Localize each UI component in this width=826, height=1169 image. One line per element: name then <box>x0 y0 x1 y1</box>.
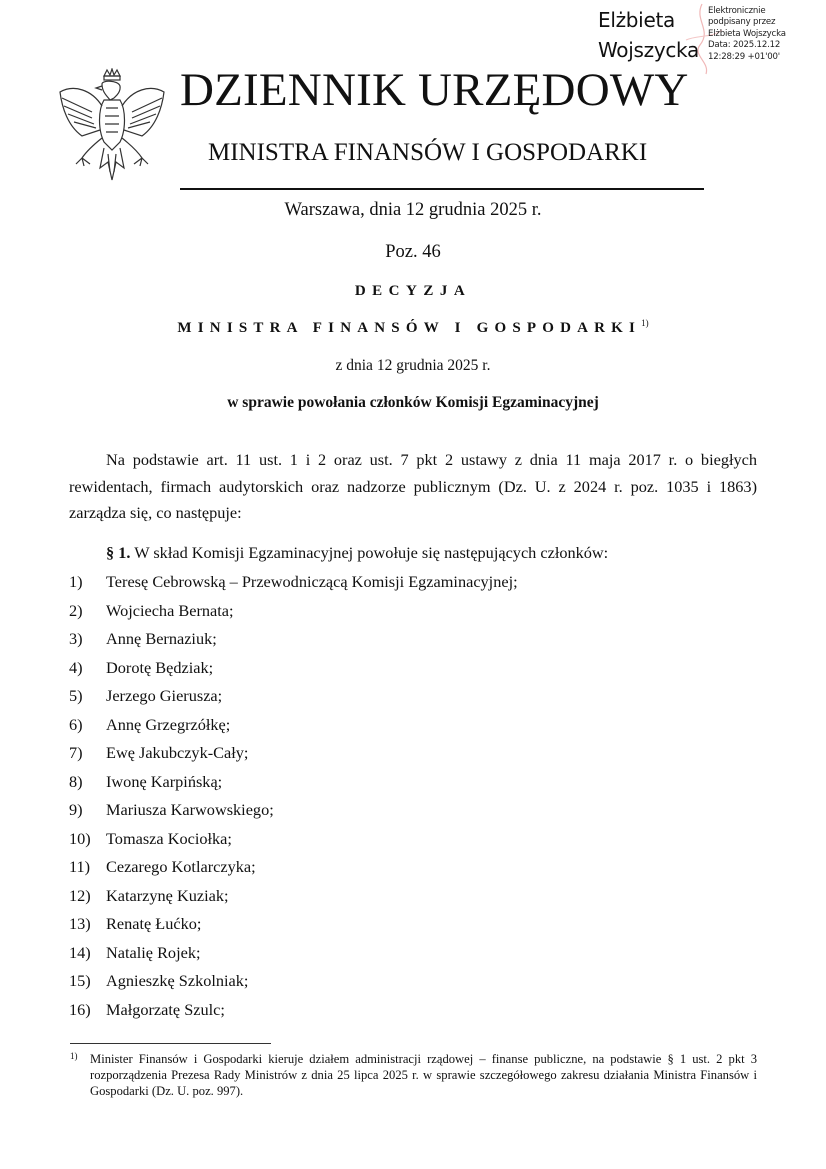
list-item-text: Katarzynę Kuziak; <box>106 885 229 905</box>
list-item-number: 15) <box>69 971 91 990</box>
journal-title: DZIENNIK URZĘDOWY <box>180 64 689 116</box>
list-item-number: 1) <box>69 572 83 591</box>
signature-name-last: Wojszycka <box>598 38 699 62</box>
footnote-divider <box>70 1043 271 1044</box>
footnote-text: Minister Finansów i Gospodarki kieruje działem administracji rządowej – finanse publiczne, na podstawie § 1 ust. 2 pkt 3 rozporządzenia Prezesa Rady Ministrów z dnia 25 lipca 2025 r. w sprawie szczegółowego zakresu działania Ministra Finansów i Gospodarki (Dz. U. poz. 997). <box>90 1052 757 1098</box>
list-item-text: Iwonę Karpińską; <box>106 771 223 791</box>
document-date: z dnia 12 grudnia 2025 r. <box>335 357 491 374</box>
document-issuer <box>0 318 826 337</box>
list-item-number: 3) <box>69 629 83 648</box>
list-item-text: Renatę Łućko; <box>106 914 202 933</box>
section-label: § 1. <box>106 543 131 562</box>
document-type: DECYZJA <box>354 283 472 299</box>
footnote-reference[interactable]: 1) <box>641 318 649 328</box>
footnote-mark: 1) <box>70 1051 78 1061</box>
section-1 <box>106 543 608 563</box>
list-item-text: Natalię Rojek; <box>106 942 201 962</box>
list-item-number: 13) <box>69 914 91 933</box>
list-item-text: Annę Grzegrzółkę; <box>106 714 231 734</box>
list-item-number: 5) <box>69 686 83 705</box>
document-subject: w sprawie powołania członków Komisji Egzaminacyjnej <box>227 394 599 411</box>
signature-info-line: 12:28:29 +01'00' <box>708 51 780 62</box>
list-item-text: Cezarego Kotlarczyka; <box>106 857 256 876</box>
signature-info-line: podpisany przez <box>708 17 776 28</box>
list-item-text: Annę Bernaziuk; <box>106 629 217 648</box>
list-item-number: 9) <box>69 800 83 819</box>
list-item-text: Teresę Cebrowską – Przewodniczącą Komisji Egzaminacyjnej; <box>106 572 518 591</box>
signature-info-line: Elżbieta Wojszycka <box>708 28 786 39</box>
list-item-number: 8) <box>69 771 83 791</box>
list-item-text: Mariusza Karwowskiego; <box>106 800 274 819</box>
list-item-number: 11) <box>69 857 91 876</box>
preamble-text: Na podstawie art. 11 ust. 1 i 2 oraz ust. 7 pkt 2 ustawy z dnia 11 maja 2017 r. o biegłych rewidentach, firmach audytorskich oraz nadzorze publicznym (Dz. U. z 2024 r. poz. 1035 i 1863) zarządza się, co następuje: <box>69 450 757 522</box>
signature-info-line: Data: 2025.12.12 <box>708 40 781 51</box>
issuer-text: MINISTRA FINANSÓW I GOSPODARKI <box>177 320 642 336</box>
signature-info[interactable] <box>708 6 786 63</box>
list-item-text: Dorotę Będziak; <box>106 657 214 677</box>
section-text: W skład Komisji Egzaminacyjnej powołuje się następujących członków: <box>134 543 609 562</box>
list-item-number: 10) <box>69 828 91 848</box>
position-number: Poz. 46 <box>385 242 441 262</box>
list-item-number: 14) <box>69 942 91 962</box>
list-item-text: Agnieszkę Szkolniak; <box>106 971 249 990</box>
list-item-text: Tomasza Kociołka; <box>106 828 232 848</box>
list-item-number: 4) <box>69 657 83 677</box>
list-item-number: 7) <box>69 743 83 762</box>
list-item-number: 16) <box>69 999 91 1019</box>
signature-info-line: Elektronicznie <box>708 6 766 16</box>
list-item-text: Ewę Jakubczyk-Cały; <box>106 743 249 762</box>
list-item-number: 6) <box>69 714 83 734</box>
list-item-text: Jerzego Gierusza; <box>106 686 223 705</box>
preamble-paragraph <box>69 447 757 527</box>
list-item-number: 12) <box>69 885 91 905</box>
signature-name-first: Elżbieta <box>598 8 675 32</box>
header-divider <box>180 188 704 190</box>
journal-subtitle: MINISTRA FINANSÓW I GOSPODARKI <box>208 139 648 166</box>
list-item-text: Małgorzatę Szulc; <box>106 999 225 1019</box>
polish-eagle-emblem-icon <box>52 68 172 190</box>
place-date: Warszawa, dnia 12 grudnia 2025 r. <box>284 200 542 220</box>
list-item-number: 2) <box>69 600 83 620</box>
list-item-text: Wojciecha Bernata; <box>106 600 234 620</box>
